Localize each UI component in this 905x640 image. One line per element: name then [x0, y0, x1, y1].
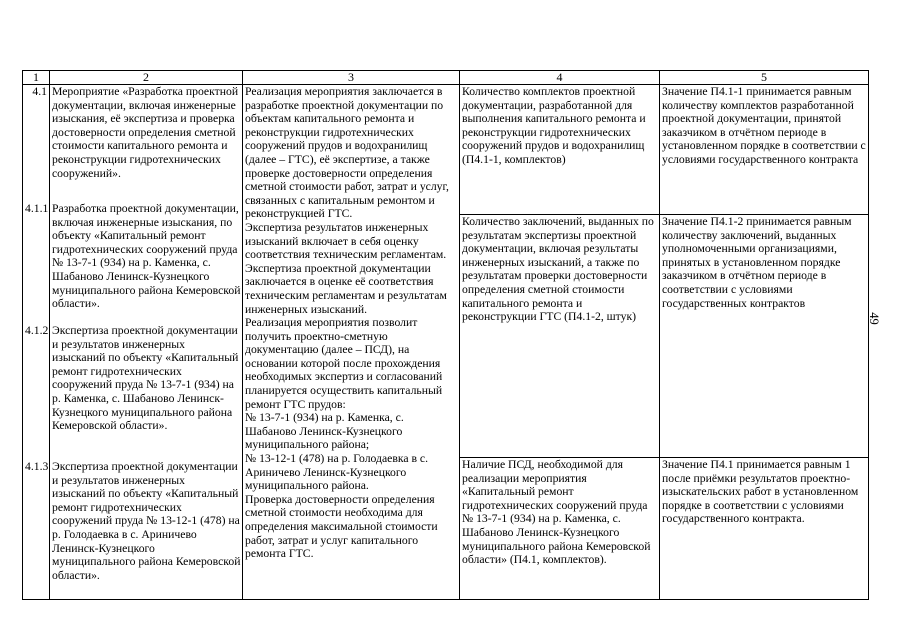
indicator-cell: Количество комплектов проектной документации, разработанной для выполнения капитального ремонта и реконструкции гидротехнических сооружений прудов и водохранилищ (П4.1-1, комплектов)	[460, 85, 660, 215]
measures-table	[22, 70, 869, 600]
indicator-cell: Количество заключений, выданных по результатам экспертизы проектной документации, включая результаты инженерных изысканий, а также по результатам проверки достоверности определения сметной стоимости капитального ремонта и реконструкции ГТС (П4.1-2, штук)	[460, 215, 660, 458]
column-header: 1	[23, 71, 50, 85]
indicator-cell: Наличие ПСД, необходимой для реализации мероприятия «Капитальный ремонт гидротехнических сооружений пруда № 13-7-1 (934) на р. Каменка, с. Шабаново Ленинск-Кузнецкого муниципального района Кемеровской области» (П4.1, комплектов).	[460, 458, 660, 600]
column-header: 5	[660, 71, 869, 85]
table-row	[23, 85, 869, 215]
item-number: 4.1.1	[25, 202, 49, 215]
column-header: 4	[460, 71, 660, 85]
description-paragraph: Экспертиза проектной документации заключается в оценке её соответствия техническим регламентам и результатам инженерных изысканий.	[245, 261, 447, 316]
description-paragraph: Реализация мероприятия позволит получить проектно-сметную документацию (далее – ПСД), на основании которой после прохождения необходимых экспертиз и согласований планируется осуществить капитальный ремонт ГТС прудов:	[245, 316, 443, 411]
measure-cell	[50, 85, 243, 600]
measure-text: Экспертиза проектной документации и результатов инженерных изысканий по объекту «Капитальный ремонт гидротехнических сооружений пруда № 13-7-1 (934) на р. Каменка, с. Шабаново Ленинск-Кузнецкого муниципального района Кемеровской области».	[52, 324, 239, 433]
table-header-row	[23, 71, 869, 85]
item-number: 4.1.2	[25, 324, 49, 337]
item-number: 4.1.3	[25, 460, 49, 473]
method-cell: Значение П4.1 принимается равным 1 после приёмки результатов проектно-изыскательских работ в установленном порядке в соответствии с условиями государственного контракта.	[660, 458, 869, 600]
method-cell: Значение П4.1-1 принимается равным количеству комплектов разработанной проектной документации, принятой заказчиком в отчётном периоде в установленном порядке в соответствии с условиями государственного контракта	[660, 85, 869, 215]
measure-text: Мероприятие «Разработка проектной документации, включая инженерные изыскания, её экспертиза и проверка достоверности определения сметной стоимости капитального ремонта и реконструкции гидротехнических сооружений».	[52, 85, 239, 180]
method-cell: Значение П4.1-2 принимается равным количеству заключений, выданных уполномоченными организациями, принятых в установленном порядке заказчиком в отчётном периоде в соответствии с условиями государственных контрактов	[660, 215, 869, 458]
page-number: 49	[866, 312, 881, 325]
measure-text: Разработка проектной документации, включая инженерные изыскания, по объекту «Капитальный ремонт гидротехнических сооружений пруда № 13-7-1 (934) на р. Каменка, с. Шабаново Ленинск-Кузнецкого муниципального района Кемеровской области».	[52, 202, 241, 311]
description-paragraph: Реализация мероприятия заключается в разработке проектной документации по объектам капитального ремонта и реконструкции гидротехнических сооружений прудов и водохранилищ (далее – ГТС), её экспертизе, а также проверке достоверности определения сметной стоимости работ, затрат и услуг, связанных с капитальным ремонтом и реконструкцией ГТС.	[245, 85, 449, 221]
item-number-cell	[23, 85, 50, 600]
measure-text: Экспертиза проектной документации и результатов инженерных изысканий по объекту «Капитальный ремонт гидротехнических сооружений пруда № 13-12-1 (478) на р. Голодаевка в с. Ариничево Ленинск-Кузнецкого муниципального района Кемеровской области».	[52, 460, 241, 582]
description-cell	[243, 85, 460, 600]
description-paragraph: Проверка достоверности определения сметной стоимости необходима для определения максимальной стоимости работ, затрат и услуг капитального ремонта ГТС.	[245, 492, 438, 561]
item-number: 4.1	[32, 85, 47, 98]
description-paragraph: Экспертиза результатов инженерных изысканий включает в себя оценку соответствия техническим регламентам.	[245, 220, 447, 262]
column-header: 2	[50, 71, 243, 85]
description-paragraph: № 13-7-1 (934) на р. Каменка, с. Шабаново Ленинск-Кузнецкого муниципального района;	[245, 411, 404, 452]
column-header: 3	[243, 71, 460, 85]
description-paragraph: № 13-12-1 (478) на р. Голодаевка в с. Ариничево Ленинск-Кузнецкого муниципального района.	[245, 452, 429, 493]
